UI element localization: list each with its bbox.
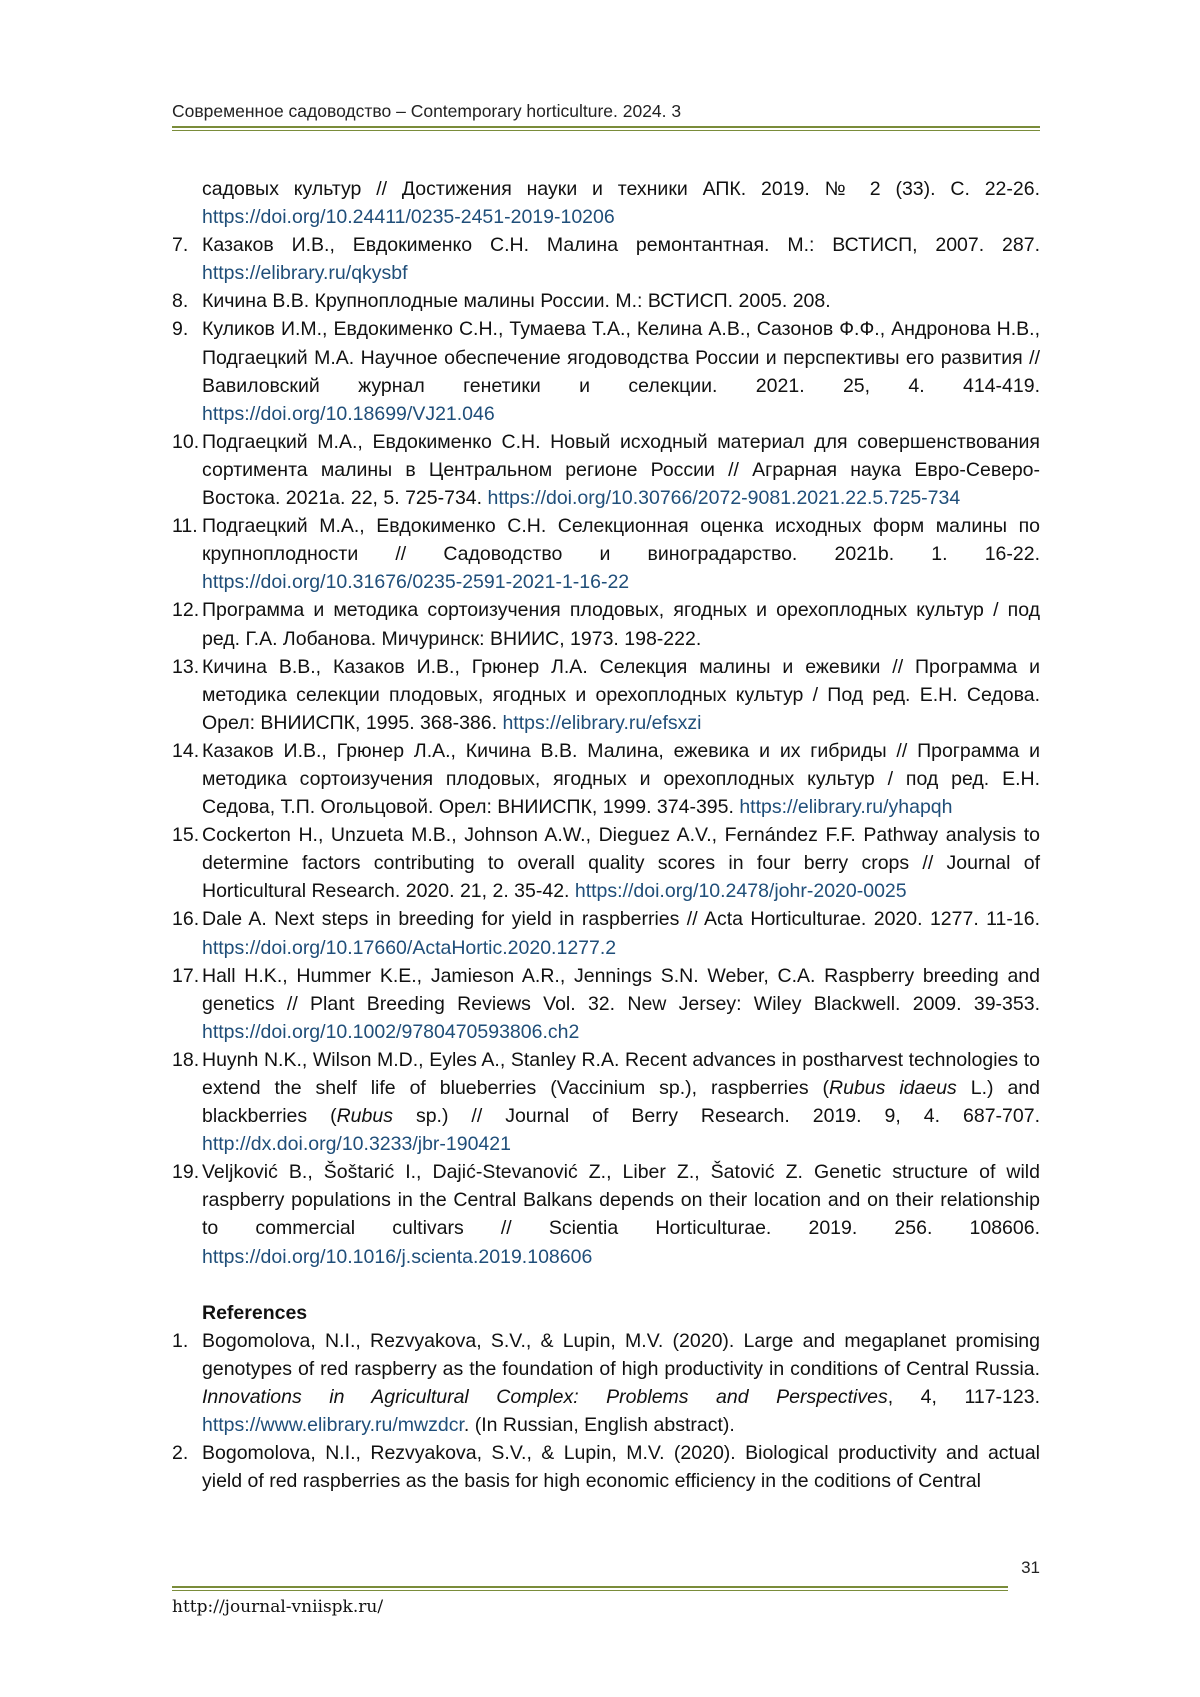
reference-item: 7. Казаков И.В., Евдокименко С.Н. Малина ремонтантная. М.: ВСТИСП, 2007. 287. https://elibrary.ru/qkysbf xyxy=(172,234,1040,285)
reference-item: 19. Veljković B., Šoštarić I., Dajić-Stevanović Z., Liber Z., Šatović Z. Genetic structure of wild raspberry populations in the Central Balkans depends on their location and on their relationship to commercial cultivars // Scientia Horticulturae. 2019. 256. 108606. https://doi.org/10.1016/j.scienta.2019.108606 xyxy=(172,1161,1040,1268)
reference-link[interactable]: https://doi.org/10.31676/0235-2591-2021-1-16-22 xyxy=(202,571,630,594)
page-number: 31 xyxy=(1021,1558,1040,1577)
reference-item: 16. Dale A. Next steps in breeding for yield in raspberries // Acta Horticulturae. 2020. 1277. 11-16. https://doi.org/10.17660/ActaHortic.2020.1277.2 xyxy=(172,908,1040,959)
reference-link[interactable]: https://elibrary.ru/efsxzi xyxy=(502,711,702,734)
reference-item: 12. Программа и методика сортоизучения плодовых, ягодных и орехоплодных культур / под ред. Г.А. Лобанова. Мичуринск: ВНИИС, 1973. 198-222. xyxy=(172,599,1040,650)
reference-link[interactable]: https://elibrary.ru/qkysbf xyxy=(202,262,408,285)
reference-item: 9. Куликов И.М., Евдокименко С.Н., Тумаева Т.А., Келина А.В., Сазонов Ф.Ф., Андронова Н.В., Подгаецкий М.А. Научное обеспечение ягодоводства России и перспективы его развития // Вавиловский журнал генетики и селекции. 2021. 25, 4. 414-419. https://doi.org/10.18699/VJ21.046 xyxy=(172,318,1040,425)
reference-link[interactable]: https://doi.org/10.2478/johr-2020-0025 xyxy=(574,880,907,903)
header-rule xyxy=(172,126,1040,131)
reference-continuation: садовых культур // Достижения науки и техники АПК. 2019. № 2 (33). С. 22-26. https://doi.org/10.24411/0235-2451-2019-10206 xyxy=(202,178,1040,229)
page-header xyxy=(172,100,1040,131)
references-heading: References xyxy=(202,1301,308,1324)
reference-item: 14. Казаков И.В., Грюнер Л.А., Кичина В.В. Малина, ежевика и их гибриды // Программа и методика сортоизучения плодовых, ягодных и орехоплодных культур / под ред. Е.Н. Седова, Т.П. Огольцовой. Орел: ВНИИСПК, 1999. 374-395. https://elibrary.ru/yhapqh xyxy=(172,739,1040,819)
reference-link[interactable]: https://doi.org/10.24411/0235-2451-2019-10206 xyxy=(202,206,615,229)
footer-rule xyxy=(172,1586,1008,1591)
reference-link[interactable]: https://www.elibrary.ru/mwzdcr xyxy=(202,1414,464,1437)
footer-url[interactable]: http://journal-vniispk.ru/ xyxy=(172,1597,384,1617)
reference-item: 8. Кичина В.В. Крупноплодные малины России. М.: ВСТИСП. 2005. 208. xyxy=(172,290,831,313)
reference-link[interactable]: https://elibrary.ru/yhapqh xyxy=(739,796,953,819)
reference-item: 10. Подгаецкий М.А., Евдокименко С.Н. Новый исходный материал для совершенствования сортимента малины в Центральном регионе России // Аграрная наука Евро-Северо-Востока. 2021a. 22, 5. 725-734. https://doi.org/10.30766/2072-9081.2021.22.5.725-734 xyxy=(172,430,1040,510)
reference-item: 11. Подгаецкий М.А., Евдокименко С.Н. Селекционная оценка исходных форм малины по крупноплодности // Садоводство и виноградарство. 2021b. 1. 16-22. https://doi.org/10.31676/0235-2591-2021-1-16-22 xyxy=(172,515,1040,594)
reference-item: 1. Bogomolova, N.I., Rezvyakova, S.V., & Lupin, M.V. (2020). Large and megaplanet promising genotypes of red raspberry as the foundation of high productivity in conditions of Central Russia. Innovations in Agricultural Complex: Problems and Perspectives, 4, 117-123. https://www.elibrary.ru/mwzdcr. (In Russian, English abstract). xyxy=(172,1329,1040,1437)
reference-item: 2. Bogomolova, N.I., Rezvyakova, S.V., & Lupin, M.V. (2020). Biological productivity and actual yield of red raspberries as the basis for high economic efficiency in the coditions of Central xyxy=(172,1442,1040,1493)
journal-title: Современное садоводство – Contemporary horticulture. 2024. 3 xyxy=(172,101,682,121)
reference-link[interactable]: https://doi.org/10.30766/2072-9081.2021.22.5.725-734 xyxy=(487,487,961,510)
reference-item: 18. Huynh N.K., Wilson M.D., Eyles A., Stanley R.A. Recent advances in postharvest technologies to extend the shelf life of blueberries (Vaccinium sp.), raspberries (Rubus idaeus L.) and blackberries (Rubus sp.) // Journal of Berry Research. 2019. 9, 4. 687-707. http://dx.doi.org/10.3233/jbr-190421 xyxy=(172,1048,1040,1156)
reference-link[interactable]: https://doi.org/10.1002/9780470593806.ch2 xyxy=(202,1020,580,1043)
reference-link[interactable]: https://doi.org/10.1016/j.scienta.2019.108606 xyxy=(202,1245,593,1268)
reference-item: 17. Hall H.K., Hummer K.E., Jamieson A.R., Jennings S.N. Weber, C.A. Raspberry breeding and genetics // Plant Breeding Reviews Vol. 32. New Jersey: Wiley Blackwell. 2009. 39-353. https://doi.org/10.1002/9780470593806.ch2 xyxy=(172,964,1040,1043)
page-footer xyxy=(172,1558,1040,1617)
reference-item: 13. Кичина В.В., Казаков И.В., Грюнер Л.А. Селекция малины и ежевики // Программа и методика селекции плодовых, ягодных и орехоплодных культур / Под ред. Е.Н. Седова. Орел: ВНИИСПК, 1995. 368-386. https://elibrary.ru/efsxzi xyxy=(172,655,1040,734)
reference-link[interactable]: https://doi.org/10.18699/VJ21.046 xyxy=(202,402,495,425)
reference-list xyxy=(172,175,1040,1495)
reference-link[interactable]: http://dx.doi.org/10.3233/jbr-190421 xyxy=(202,1133,511,1156)
reference-item: 15. Cockerton H., Unzueta M.B., Johnson A.W., Dieguez A.V., Fernández F.F. Pathway analysis to determine factors contributing to overall quality scores in four berry crops // Journal of Horticultural Research. 2020. 21, 2. 35-42. https://doi.org/10.2478/johr-2020-0025 xyxy=(172,824,1040,903)
reference-link[interactable]: https://doi.org/10.17660/ActaHortic.2020.1277.2 xyxy=(202,936,617,959)
